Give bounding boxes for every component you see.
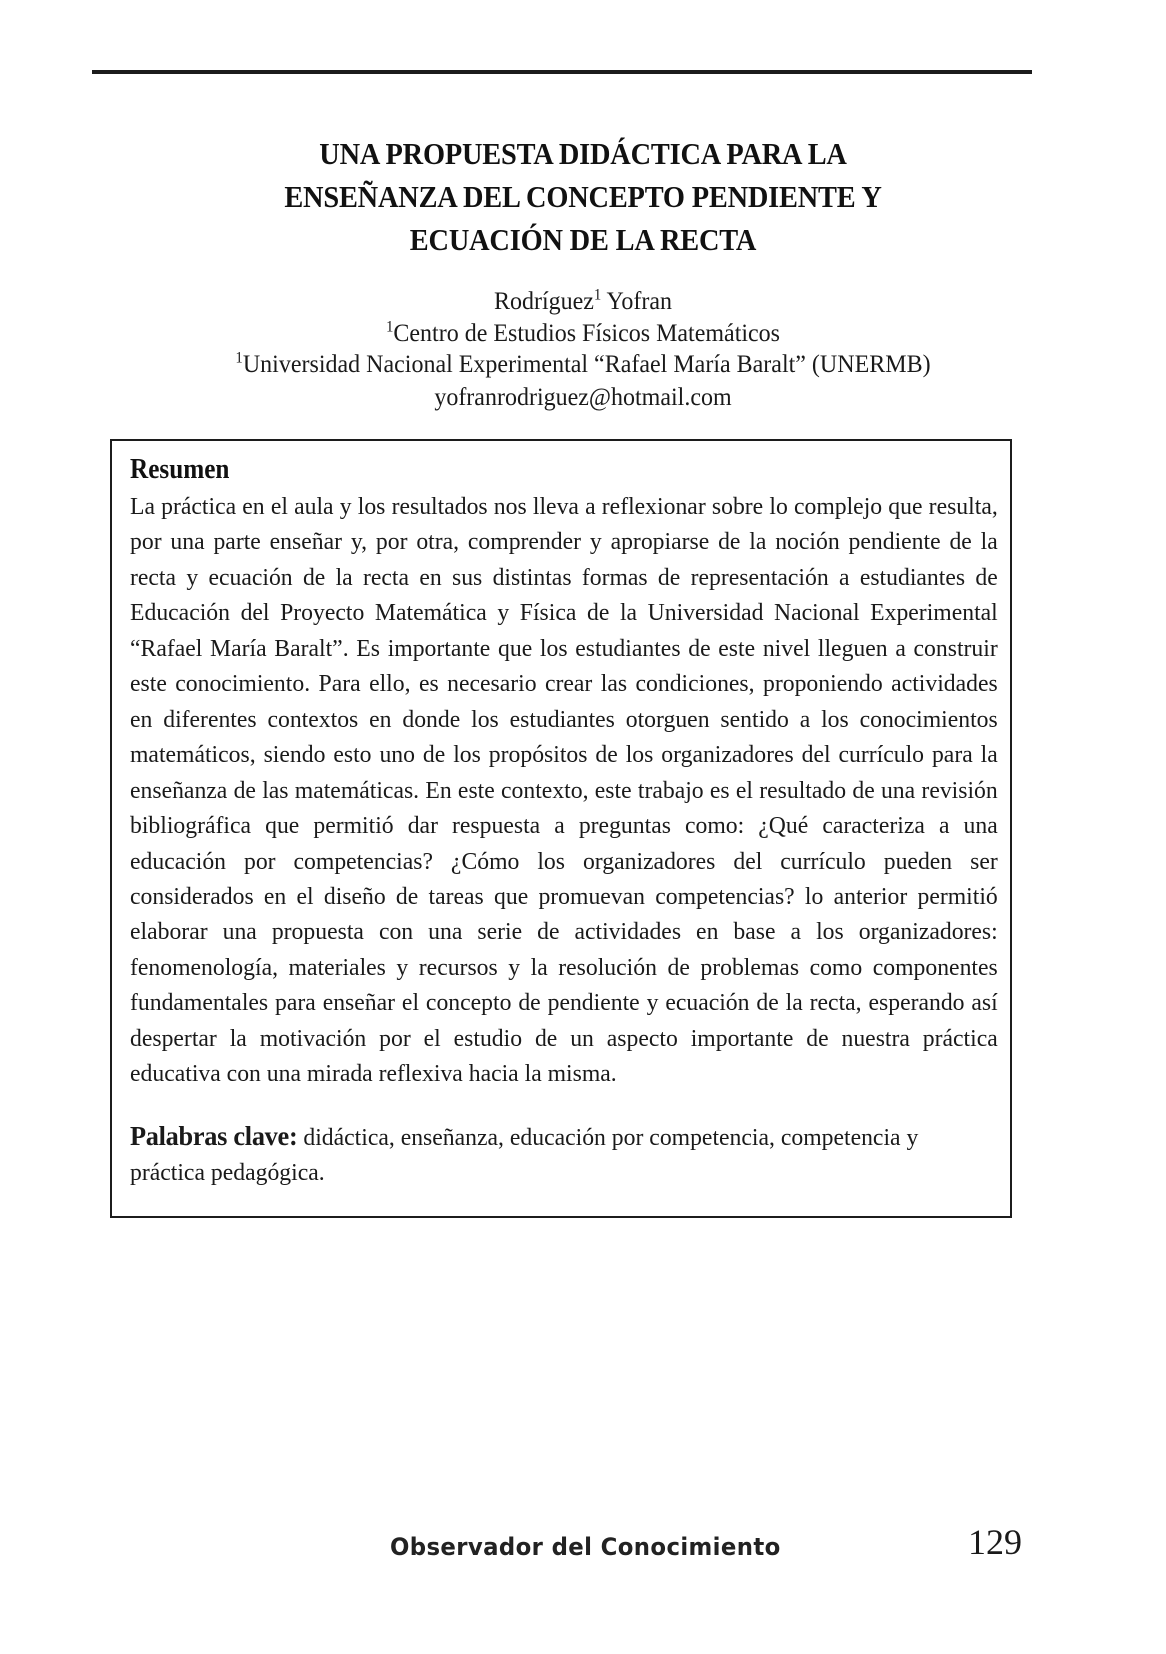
affiliation-line-1 <box>129 318 1037 350</box>
footer-page-number: 129 <box>968 1522 1022 1562</box>
page-title <box>150 133 1016 262</box>
abstract-box <box>110 439 1012 1218</box>
keywords-label: Palabras clave: <box>130 1120 298 1151</box>
footer-journal-name: Observador del Conocimiento <box>390 1533 781 1561</box>
abstract-heading: Resumen <box>130 454 230 485</box>
author-affiliation-marker: 1 <box>593 286 602 304</box>
title-line-3: ECUACIÓN DE LA RECTA <box>409 223 757 257</box>
author-email: yofranrodriguez@hotmail.com <box>434 383 732 411</box>
header-rule <box>92 70 1032 74</box>
author-name-line <box>129 286 1037 318</box>
keywords-values: didáctica, enseñanza, educación por competencia, competencia y práctica pedagógica. <box>130 1123 919 1187</box>
author-block <box>110 286 1056 414</box>
affiliation-2-text: Universidad Nacional Experimental “Rafael María Baralt” (UNERMB) <box>242 351 931 378</box>
author-name: Rodríguez <box>493 288 594 315</box>
title-line-2: ENSEÑANZA DEL CONCEPTO PENDIENTE Y <box>284 180 882 214</box>
affiliation-1-marker: 1 <box>385 318 394 336</box>
abstract-body: La práctica en el aula y los resultados nos lleva a reflexionar sobre lo complejo que resulta, por una parte enseñar y, por otra, comprender y apropiarse de la noción pendiente de la recta y ecuación de la recta en sus distintas formas de representación a estudiantes de Educación del Proyecto Matemática y Física de la Universidad Nacional Experimental “Rafael María Baralt”. Es importante que los estudiantes de este nivel lleguen a construir este conocimiento. Para ello, es necesario crear las condiciones, proponiendo actividades en diferentes contextos en donde los estudiantes otorguen sentido a los conocimientos matemáticos, siendo esto uno de los propósitos de los organizadores del currículo para la enseñanza de las matemáticas. En este contexto, este trabajo es el resultado de una revisión bibliográfica que permitió dar respuesta a preguntas como: ¿Qué caracteriza a una educación por competencias? ¿Cómo los organizadores del currículo pueden ser considerados en el diseño de tareas que promuevan competencias? lo anterior permitió elaborar una propuesta con una serie de actividades en base a los organizadores: fenomenología, materiales y recursos y la resolución de problemas como componentes fundamentales para enseñar el concepto de pendiente y ecuación de la recta, esperando así despertar la motivación por el estudio de un aspecto importante de nuestra práctica educativa con una mirada reflexiva hacia la misma. <box>130 493 998 1088</box>
abstract-content <box>130 451 996 1191</box>
affiliation-1-text: Centro de Estudios Físicos Matemáticos <box>393 319 781 347</box>
affiliation-line-2 <box>129 349 1037 381</box>
title-line-1: UNA PROPUESTA DIDÁCTICA PARA LA <box>319 137 847 171</box>
affiliation-2-marker: 1 <box>235 349 243 367</box>
author-given-name: Yofran <box>601 288 673 315</box>
keywords-block <box>130 1119 998 1191</box>
